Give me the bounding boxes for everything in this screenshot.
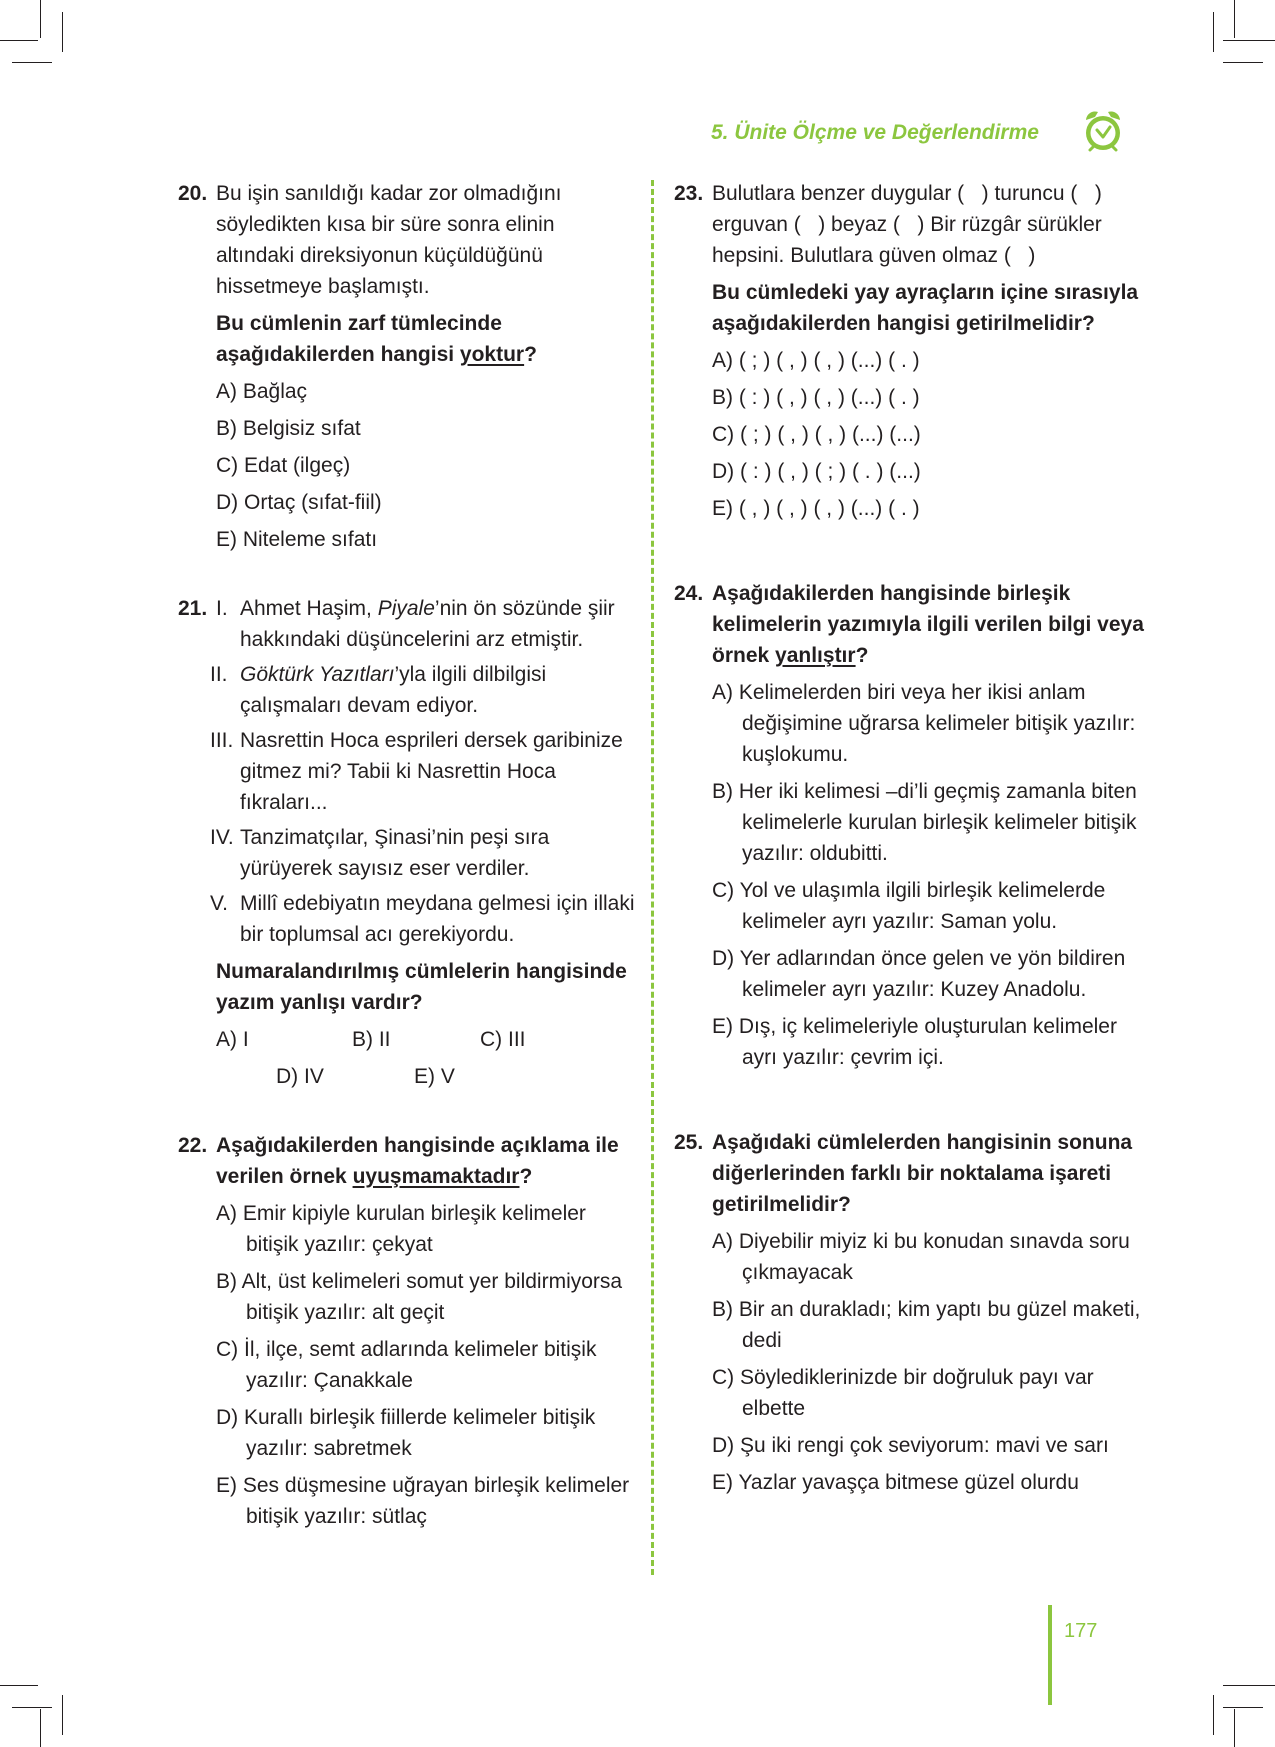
question-prompt: Bu cümledeki yay ayraçların içine sırasıyla aşağıdakilerden hangisi getirilmelidir? xyxy=(712,281,1139,335)
question-stem: Bulutlara benzer duygular ( ) turuncu ( ) erguvan ( ) beyaz ( ) Bir rüzgâr sürükler hepsini. Bulutlara güven olmaz ( ) xyxy=(712,182,1108,267)
sentence-text: ’nin ön sözünde şiir hakkındaki düşüncelerini arz etmiştir. xyxy=(240,597,615,651)
alarm-clock-icon xyxy=(1080,108,1126,154)
answer-option[interactable]: C) Edat (ilgeç) xyxy=(216,454,351,477)
prompt-end: ? xyxy=(855,644,869,667)
roman-numeral: I. xyxy=(216,597,228,620)
italic-title: Göktürk Yazıtları xyxy=(240,663,395,686)
question-20 xyxy=(178,178,638,555)
prompt-text: Bu cümlenin zarf tümlecinde aşağıdakilerden hangisi xyxy=(216,312,502,366)
sentence-text: Ahmet Haşim, xyxy=(240,597,378,620)
answer-option[interactable]: E) V xyxy=(414,1065,455,1088)
question-number: 23. xyxy=(674,182,704,205)
question-number: 24. xyxy=(674,582,704,605)
answer-option[interactable]: B) Her iki kelimesi –di’li geçmiş zamanla biten kelimelerle kurulan birleşik kelimeler bitişik yazılır: oldubitti. xyxy=(712,780,1137,865)
italic-title: Piyale xyxy=(377,597,435,620)
answer-option[interactable]: A) Bağlaç xyxy=(216,380,308,403)
numbered-sentence xyxy=(216,593,638,655)
page-number: 177 xyxy=(1064,1620,1098,1642)
question-prompt xyxy=(712,578,1144,671)
crop-mark xyxy=(62,12,63,52)
question-prompt: Aşağıdaki cümlelerden hangisinin sonuna diğerlerinden farklı bir noktalama işareti getirilmelidir? xyxy=(712,1131,1133,1216)
answer-option[interactable]: D) Şu iki rengi çok seviyorum: mavi ve sarı xyxy=(712,1434,1109,1457)
prompt-end: ? xyxy=(519,1165,533,1188)
question-22 xyxy=(178,1130,638,1532)
answer-option[interactable]: A) Emir kipiyle kurulan birleşik kelimeler bitişik yazılır: çekyat xyxy=(216,1202,586,1256)
question-25 xyxy=(674,1127,1144,1498)
crop-mark xyxy=(40,1709,41,1747)
crop-mark xyxy=(12,62,52,63)
answer-option[interactable]: B) Belgisiz sıfat xyxy=(216,417,361,440)
answer-option[interactable]: D) ( : ) ( , ) ( ; ) ( . ) (...) xyxy=(712,460,921,483)
crop-mark xyxy=(0,1685,38,1686)
answer-option[interactable]: C) İl, ilçe, semt adlarında kelimeler bitişik yazılır: Çanakkale xyxy=(216,1338,597,1392)
roman-numeral: III. xyxy=(210,729,234,752)
answer-option[interactable]: C) III xyxy=(480,1028,526,1051)
question-prompt: Numaralandırılmış cümlelerin hangisinde yazım yanlışı vardır? xyxy=(216,960,627,1014)
underlined-keyword: yanlıştır xyxy=(775,644,856,667)
answer-option[interactable]: E) Niteleme sıfatı xyxy=(216,528,378,551)
underlined-keyword: yoktur xyxy=(459,343,525,366)
crop-mark xyxy=(1223,62,1263,63)
crop-mark xyxy=(0,40,38,41)
answer-option[interactable]: E) Dış, iç kelimeleriyle oluşturulan kelimeler ayrı yazılır: çevrim içi. xyxy=(712,1015,1117,1069)
question-prompt xyxy=(216,308,638,370)
answer-option[interactable]: A) Diyebilir miyiz ki bu konudan sınavda soru çıkmayacak xyxy=(712,1230,1130,1284)
question-number: 25. xyxy=(674,1131,704,1154)
answer-option[interactable]: E) Ses düşmesine uğrayan birleşik kelimeler bitişik yazılır: sütlaç xyxy=(216,1474,630,1528)
page-number-bar xyxy=(1048,1605,1052,1705)
crop-mark xyxy=(62,1695,63,1735)
underlined-keyword: uyuşmamaktadır xyxy=(352,1165,520,1188)
roman-numeral: IV. xyxy=(210,826,234,849)
numbered-sentence xyxy=(210,888,638,950)
answer-option[interactable]: B) ( : ) ( , ) ( , ) (...) ( . ) xyxy=(712,386,920,409)
numbered-sentence xyxy=(210,725,638,818)
answer-option[interactable]: B) Bir an durakladı; kim yaptı bu güzel maketi, dedi xyxy=(712,1298,1141,1352)
answer-option[interactable]: A) Kelimelerden biri veya her ikisi anlam değişimine uğrarsa kelimeler bitişik yazılır: kuşlokumu. xyxy=(712,681,1136,766)
numbered-sentence xyxy=(210,822,638,884)
prompt-text: Aşağıdakilerden hangisinde birleşik kelimelerin yazımıyla ilgili verilen bilgi veya örnek xyxy=(712,582,1144,667)
roman-numeral: V. xyxy=(210,892,228,915)
answer-option[interactable]: A) ( ; ) ( , ) ( , ) (...) ( . ) xyxy=(712,349,920,372)
sentence-text: Tanzimatçılar, Şinasi’nin peşi sıra yürüyerek sayısız eser verdiler. xyxy=(240,826,550,880)
answer-option[interactable]: C) Yol ve ulaşımla ilgili birleşik kelimelerde kelimeler ayrı yazılır: Saman yolu. xyxy=(712,879,1106,933)
question-prompt xyxy=(216,1130,638,1192)
answer-options-row xyxy=(216,1024,638,1055)
answer-option[interactable]: D) IV xyxy=(276,1065,324,1088)
question-number: 22. xyxy=(178,1134,208,1157)
answer-option[interactable]: A) I xyxy=(216,1028,249,1051)
crop-mark xyxy=(1234,1709,1235,1747)
crop-mark xyxy=(40,0,41,38)
answer-option[interactable]: C) Söylediklerinizde bir doğruluk payı var elbette xyxy=(712,1366,1094,1420)
question-21 xyxy=(178,593,638,1092)
crop-mark xyxy=(1223,1707,1263,1708)
sentence-text: Nasrettin Hoca esprileri dersek garibinize gitmez mi? Tabii ki Nasrettin Hoca fıkraları... xyxy=(240,729,623,814)
crop-mark xyxy=(1223,40,1275,41)
question-stem: Bu işin sanıldığı kadar zor olmadığını söyledikten kısa bir süre sonra elinin altındaki direksiyonun küçüldüğünü hissetmeye başlamıştı. xyxy=(216,182,562,298)
sentence-text: Millî edebiyatın meydana gelmesi için illaki bir toplumsal acı gerekiyordu. xyxy=(240,892,635,946)
answer-option[interactable]: E) ( , ) ( , ) ( , ) (...) ( . ) xyxy=(712,497,920,520)
answer-option[interactable]: D) Ortaç (sıfat-fiil) xyxy=(216,491,382,514)
roman-numeral: II. xyxy=(210,663,228,686)
right-column xyxy=(674,178,1144,1498)
prompt-text: Aşağıdakilerden hangisinde açıklama ile verilen örnek xyxy=(216,1134,619,1188)
question-number: 20. xyxy=(178,182,208,205)
answer-option[interactable]: D) Kurallı birleşik fiillerde kelimeler bitişik yazılır: sabretmek xyxy=(216,1406,596,1460)
sentence-text: ’yla ilgili dilbilgisi çalışmaları devam ediyor. xyxy=(240,663,547,717)
answer-option[interactable]: D) Yer adlarından önce gelen ve yön bildiren kelimeler ayrı yazılır: Kuzey Anadolu. xyxy=(712,947,1126,1001)
crop-mark xyxy=(1213,1695,1214,1735)
crop-mark xyxy=(12,1707,52,1708)
numbered-sentence xyxy=(210,659,638,721)
question-number: 21. xyxy=(178,597,208,620)
column-divider xyxy=(651,180,654,1575)
crop-mark xyxy=(1213,12,1214,52)
prompt-end: ? xyxy=(524,343,537,366)
answer-option[interactable]: C) ( ; ) ( , ) ( , ) (...) (...) xyxy=(712,423,921,446)
answer-option[interactable]: E) Yazlar yavaşça bitmese güzel olurdu xyxy=(712,1471,1079,1494)
question-23 xyxy=(674,178,1144,524)
answer-option[interactable]: B) Alt, üst kelimeleri somut yer bildirmiyorsa bitişik yazılır: alt geçit xyxy=(216,1270,623,1324)
crop-mark xyxy=(1223,1685,1275,1686)
question-24 xyxy=(674,578,1144,1073)
answer-options-row xyxy=(216,1061,638,1092)
left-column xyxy=(178,178,638,1532)
section-title: 5. Ünite Ölçme ve Değerlendirme xyxy=(711,121,1039,144)
answer-option[interactable]: B) II xyxy=(352,1028,391,1051)
crop-mark xyxy=(1234,0,1235,38)
